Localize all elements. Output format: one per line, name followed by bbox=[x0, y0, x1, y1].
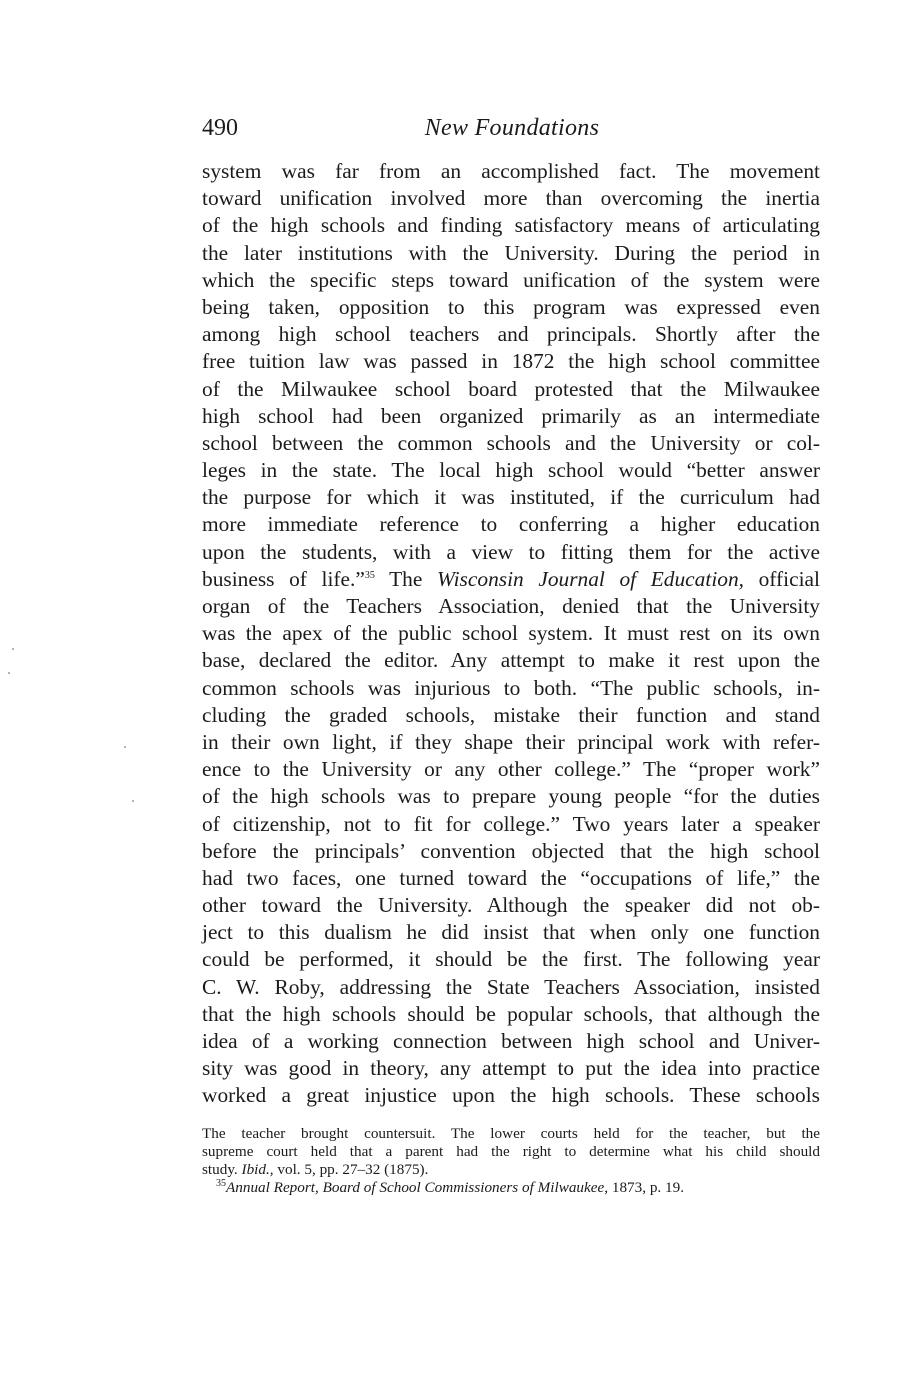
footnote-line: The teacher brought countersuit. The lower courts held for the teacher, but the bbox=[202, 1125, 820, 1142]
running-head bbox=[202, 110, 822, 146]
body-line: that the high schools should be popular schools, that although the bbox=[202, 1001, 820, 1026]
page-number: 490 bbox=[202, 115, 238, 141]
body-line: toward unification involved more than overcoming the inertia bbox=[202, 186, 820, 211]
body-line: among high school teachers and principals. Shortly after the bbox=[202, 322, 820, 347]
footnote-text-segment: 1873, p. 19. bbox=[608, 1179, 684, 1196]
footnote-text-segment: study. bbox=[202, 1161, 242, 1178]
body-line: common schools was injurious to both. “The public schools, in- bbox=[202, 675, 820, 700]
footnote-35-citation: Annual Report, Board of School Commissioners of Milwaukee, bbox=[226, 1179, 609, 1196]
body-line: ject to this dualism he did insist that when only one function bbox=[202, 920, 820, 945]
body-text-segment: The bbox=[374, 566, 437, 591]
body-line: of the Milwaukee school board protested that the Milwaukee bbox=[202, 376, 820, 401]
body-line: C. W. Roby, addressing the State Teachers Association, insisted bbox=[202, 974, 820, 999]
footnote-citation-ibid: Ibid., bbox=[241, 1161, 274, 1178]
scan-speck bbox=[132, 800, 134, 802]
body-line: school between the common schools and the University or col- bbox=[202, 430, 820, 455]
body-line: more immediate reference to conferring a higher education bbox=[202, 512, 820, 537]
footnote-ref-35: 35 bbox=[364, 569, 375, 581]
body-line: which the specific steps toward unification of the system were bbox=[202, 267, 820, 292]
body-line-footnote-ref bbox=[202, 566, 820, 593]
footnote-text-segment: vol. 5, pp. 27–32 (1875). bbox=[273, 1161, 429, 1178]
body-line: could be performed, it should be the first. The following year bbox=[202, 947, 820, 972]
body-line: ence to the University or any other college.” The “proper work” bbox=[202, 757, 820, 782]
body-line: organ of the Teachers Association, denied that the University bbox=[202, 594, 820, 618]
body-line: had two faces, one turned toward the “occupations of life,” the bbox=[202, 865, 820, 890]
body-line: the purpose for which it was instituted, if the curriculum had bbox=[202, 485, 820, 510]
body-line: in their own light, if they shape their principal work with refer- bbox=[202, 729, 820, 754]
footnote-line bbox=[202, 1161, 820, 1179]
body-line: other toward the University. Although the speaker did not ob- bbox=[202, 893, 820, 918]
body-line: worked a great injustice upon the high schools. These schools bbox=[202, 1083, 820, 1108]
body-line: of the high schools and finding satisfactory means of articulating bbox=[202, 213, 820, 238]
body-text-segment: business of life.” bbox=[202, 566, 365, 591]
running-title: New Foundations bbox=[424, 115, 600, 141]
body-line: base, declared the editor. Any attempt to make it rest upon the bbox=[202, 648, 820, 673]
body-line: cluding the graded schools, mistake their function and stand bbox=[202, 702, 820, 727]
body-text-segment: official bbox=[744, 566, 820, 591]
scan-speck bbox=[124, 746, 126, 748]
body-line: of the high schools was to prepare young people “for the duties bbox=[202, 784, 820, 809]
scan-speck bbox=[8, 672, 10, 674]
footnote-number-35: 35 bbox=[216, 1177, 226, 1189]
body-line: high school had been organized primarily as an intermediate bbox=[202, 403, 820, 428]
body-line: upon the students, with a view to fitting them for the active bbox=[202, 539, 820, 564]
footnote-35 bbox=[202, 1179, 820, 1197]
body-line: being taken, opposition to this program was expressed even bbox=[202, 294, 820, 319]
body-line: idea of a working connection between high school and Univer- bbox=[202, 1029, 820, 1053]
body-line: leges in the state. The local high school would “better answer bbox=[202, 458, 820, 483]
body-text bbox=[202, 158, 820, 1110]
body-line: free tuition law was passed in 1872 the high school committee bbox=[202, 349, 820, 374]
body-line: was the apex of the public school system. It must rest on its own bbox=[202, 621, 820, 646]
body-line: system was far from an accomplished fact. The movement bbox=[202, 159, 820, 183]
body-line: of citizenship, not to fit for college.” Two years later a speaker bbox=[202, 811, 820, 836]
body-line: the later institutions with the University. During the period in bbox=[202, 240, 820, 265]
footnote-line: supreme court held that a parent had the right to determine what his child should bbox=[202, 1143, 820, 1160]
scan-speck bbox=[12, 648, 14, 650]
journal-title: Wisconsin Journal of Education, bbox=[436, 566, 744, 591]
footnotes bbox=[202, 1125, 820, 1197]
body-line: sity was good in theory, any attempt to put the idea into practice bbox=[202, 1056, 820, 1081]
body-line: before the principals’ convention objected that the high school bbox=[202, 838, 820, 863]
